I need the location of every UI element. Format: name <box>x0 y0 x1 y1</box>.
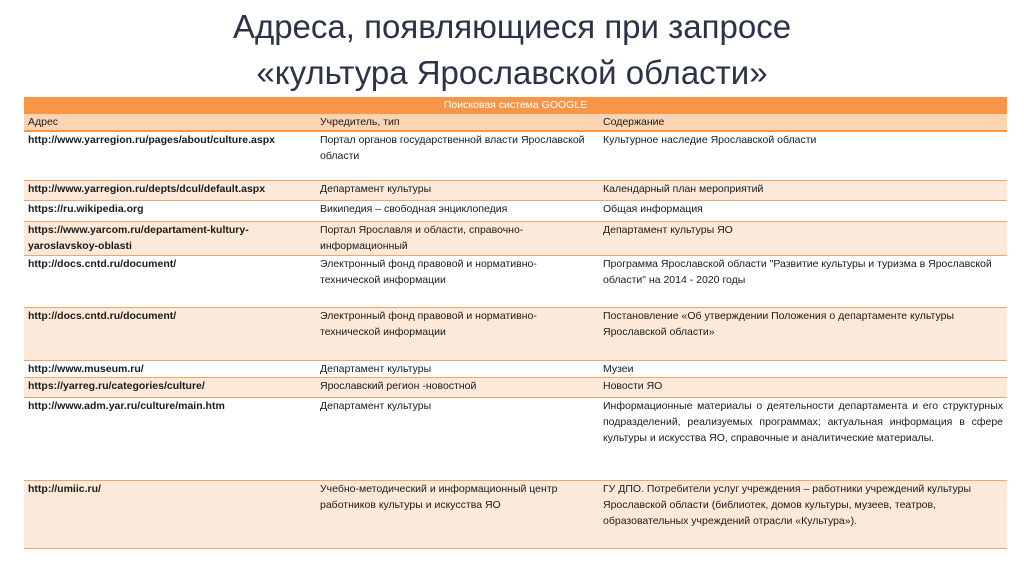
address-cell[interactable]: http://www.museum.ru/ <box>24 360 316 377</box>
table-row <box>24 377 1007 397</box>
table-row <box>24 131 1007 180</box>
content-cell: Общая информация <box>599 200 1007 221</box>
content-cell: Календарный план мероприятий <box>599 180 1007 200</box>
table-row <box>24 255 1007 307</box>
address-cell[interactable]: https://www.yarcom.ru/departament-kultury-yaroslavskoy-oblasti <box>24 221 316 255</box>
owner-cell: Электронный фонд правовой и нормативно-технической информации <box>316 307 599 360</box>
content-cell: Департамент культуры ЯО <box>599 221 1007 255</box>
owner-cell: Департамент культуры <box>316 397 599 480</box>
address-cell[interactable]: http://umiic.ru/ <box>24 480 316 548</box>
content-cell: Новости ЯО <box>599 377 1007 397</box>
address-cell[interactable]: http://docs.cntd.ru/document/ <box>24 255 316 307</box>
results-table-container <box>24 97 1007 549</box>
owner-cell: Ярославский регион -новостной <box>316 377 599 397</box>
owner-cell: Википедия – свободная энциклопедия <box>316 200 599 221</box>
content-cell: Постановление «Об утверждении Положения о департаменте культуры Ярославской области» <box>599 307 1007 360</box>
table-row <box>24 221 1007 255</box>
content-cell: ГУ ДПО. Потребители услуг учреждения – работники учреждений культуры Ярославской области (библиотек, домов культуры, музеев, театров, образовательных учреждений отрасли «Культура»). <box>599 480 1007 548</box>
column-header-address: Адрес <box>24 114 316 131</box>
owner-cell: Портал Ярославля и области, справочно-информационный <box>316 221 599 255</box>
owner-cell: Электронный фонд правовой и нормативно-технической информации <box>316 255 599 307</box>
table-row <box>24 360 1007 377</box>
owner-cell: Департамент культуры <box>316 180 599 200</box>
owner-cell: Учебно-методический и информационный центр работников культуры и искусства ЯО <box>316 480 599 548</box>
content-cell: Информационные материалы о деятельности департамента и его структурных подразделений, реализуемых программах; актуальная информация в сфере культуры и искусства ЯО, справочные и аналитические материалы. <box>599 397 1007 480</box>
address-cell[interactable]: http://docs.cntd.ru/document/ <box>24 307 316 360</box>
content-cell: Культурное наследие Ярославской области <box>599 131 1007 180</box>
slide-title <box>0 4 1024 96</box>
owner-cell: Портал органов государственной власти Ярославской области <box>316 131 599 180</box>
title-line-1: Адреса, появляющиеся при запросе <box>232 8 792 45</box>
owner-cell: Департамент культуры <box>316 360 599 377</box>
results-table <box>24 97 1007 549</box>
address-cell[interactable]: http://www.adm.yar.ru/culture/main.htm <box>24 397 316 480</box>
address-cell[interactable]: http://www.yarregion.ru/depts/dcul/default.aspx <box>24 180 316 200</box>
table-row <box>24 307 1007 360</box>
column-header-content: Содержание <box>599 114 1007 131</box>
content-cell: Музеи <box>599 360 1007 377</box>
address-cell[interactable]: http://www.yarregion.ru/pages/about/culture.aspx <box>24 131 316 180</box>
column-header-owner: Учредитель, тип <box>316 114 599 131</box>
table-row <box>24 180 1007 200</box>
title-line-2: «культура Ярославской области» <box>256 54 768 91</box>
address-cell[interactable]: https://ru.wikipedia.org <box>24 200 316 221</box>
address-cell[interactable]: https://yarreg.ru/categories/culture/ <box>24 377 316 397</box>
table-row <box>24 480 1007 548</box>
search-engine-header: Поисковая система GOOGLE <box>24 97 1007 114</box>
table-row <box>24 397 1007 480</box>
column-header-row <box>24 114 1007 131</box>
table-row <box>24 200 1007 221</box>
content-cell: Программа Ярославской области "Развитие культуры и туризма в Ярославской области" на 2014 - 2020 годы <box>599 255 1007 307</box>
search-engine-header-row <box>24 97 1007 114</box>
